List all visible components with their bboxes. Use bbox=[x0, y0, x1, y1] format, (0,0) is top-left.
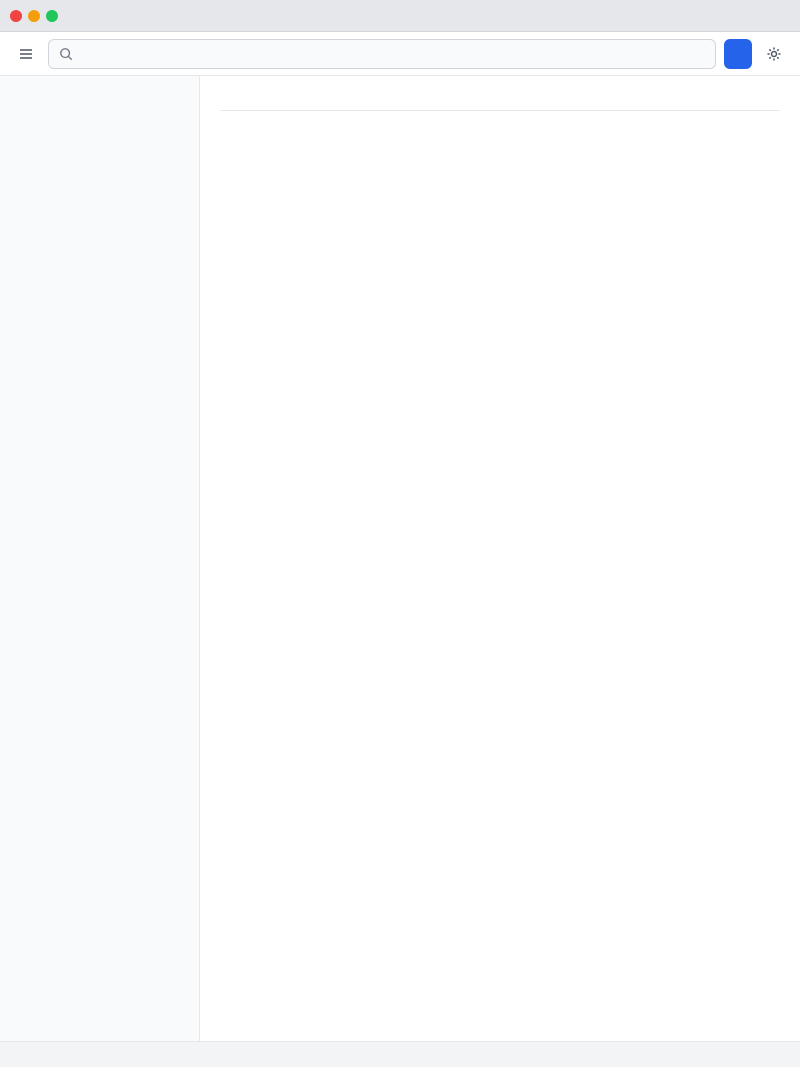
menu-icon bbox=[18, 46, 34, 62]
main-content bbox=[200, 76, 800, 1041]
close-window-button[interactable] bbox=[10, 10, 22, 22]
menu-button[interactable] bbox=[12, 40, 40, 68]
app-body bbox=[0, 76, 800, 1041]
search-icon bbox=[59, 47, 73, 61]
window-controls bbox=[10, 10, 58, 22]
toolbar bbox=[0, 32, 800, 76]
sidebar-heading bbox=[8, 86, 191, 98]
gear-icon bbox=[766, 46, 782, 62]
search-box[interactable] bbox=[48, 39, 716, 69]
minimize-window-button[interactable] bbox=[28, 10, 40, 22]
title-bar bbox=[0, 0, 800, 32]
primary-action-button[interactable] bbox=[724, 39, 752, 69]
status-bar bbox=[0, 1041, 800, 1067]
search-input[interactable] bbox=[79, 46, 705, 61]
maximize-window-button[interactable] bbox=[46, 10, 58, 22]
sidebar bbox=[0, 76, 200, 1041]
settings-button[interactable] bbox=[760, 40, 788, 68]
tab-bar bbox=[220, 110, 780, 111]
